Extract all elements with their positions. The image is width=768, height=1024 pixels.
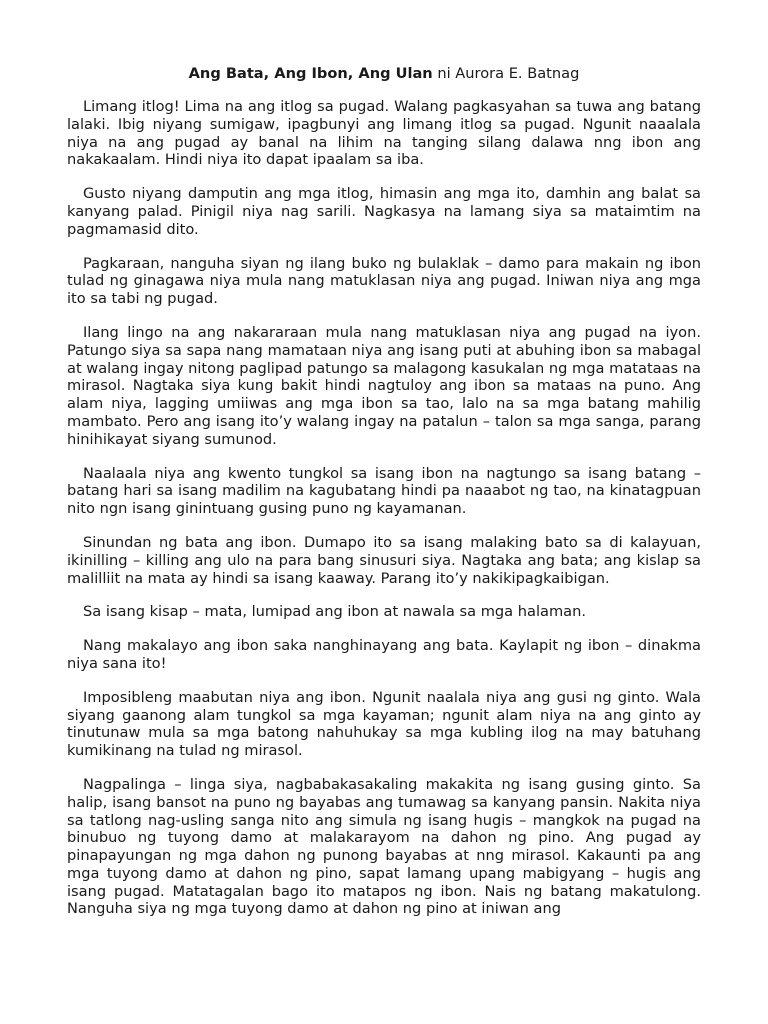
paragraph-3: Pagkaraan, nanguha siyan ng ilang buko ng bulaklak – damo para makain ng ibon tulad ng ginagawa niya mula nang matuklasan niya ang pugad. Iniwan niya ang mga ito sa tabi ng pugad. bbox=[67, 254, 701, 308]
paragraph-6: Sinundan ng bata ang ibon. Dumapo ito sa isang malaking bato sa di kalayuan, ikinilling – killing ang ulo na para bang sinusuri siya. Nagtaka ang bata; ang kislap sa malilliit na mata ay hindi sa isang kaaway. Parang ito’y nakikipagkaibigan. bbox=[67, 533, 701, 587]
title-line bbox=[67, 64, 701, 84]
author-byline: ni Aurora E. Batnag bbox=[437, 65, 580, 82]
paragraph-5: Naalaala niya ang kwento tungkol sa isang ibon na nagtungo sa isang batang – batang hari sa isang madilim na kagubatang hindi pa naaabot ng tao, na kinatagpuan nito ngn isang ginintuang gusing puno ng kayamanan. bbox=[67, 464, 701, 518]
story-title: Ang Bata, Ang Ibon, Ang Ulan bbox=[188, 65, 433, 82]
paragraph-2: Gusto niyang damputin ang mga itlog, himasin ang mga ito, damhin ang balat sa kanyang palad. Pinigil niya nag sarili. Nagkasya na lamang siya sa mataimtim na pagmamasid dito. bbox=[67, 185, 701, 238]
paragraph-8: Nang makalayo ang ibon saka nanghinayang ang bata. Kaylapit ng ibon – dinakma niya sana ito! bbox=[67, 637, 701, 672]
paragraph-1: Limang itlog! Lima na ang itlog sa pugad. Walang pagkasyahan sa tuwa ang batang lalaki. Ibig niyang sumigaw, ipagbunyi ang limang itlog sa pugad. Ngunit naaalala niya na ang pugad ay banal na lihim na tanging silang dalawa nng ibon ang nakakaalam. Hindi niya ito dapat ipaalam sa iba. bbox=[67, 98, 701, 169]
document-page bbox=[67, 64, 701, 934]
paragraph-4: Ilang lingo na ang nakararaan mula nang matuklasan niya ang pugad na iyon. Patungo siya sa sapa nang mamataan niya ang isang puti at abuhing ibon sa mabagal at walang ingay nitong paglipad patungo sa malagong kasukalan ng mga matataas na mirasol. Nagtaka siya kung bakit hindi nagtuloy ang ibon sa mataas na puno. Ang alam niya, lagging umiiwas ang mga ibon sa tao, lalo na sa mga batang mahilig mambato. Pero ang isang ito’y walang ingay na patalun – talon sa mga sanga, parang hinihikayat siyang sumunod. bbox=[67, 323, 701, 448]
paragraph-9: Imposibleng maabutan niya ang ibon. Ngunit naalala niya ang gusi ng ginto. Wala siyang gaanong alam tungkol sa mga kayaman; ngunit alam niya na ang ginto ay tinutunaw mula sa mga batong nahuhukay sa mga kubling ilog na may batuhang kumikinang na tulad ng mirasol. bbox=[67, 688, 701, 760]
paragraph-7: Sa isang kisap – mata, lumipad ang ibon at nawala sa mga halaman. bbox=[83, 603, 586, 621]
paragraph-10: Nagpalinga – linga siya, nagbabakasakaling makakita ng isang gusing ginto. Sa halip, isang bansot na puno ng bayabas ang tumawag sa kanyang pansin. Nakita niya sa tatlong nag-usling sanga nito ang simula ng isang hugis – mangkok na pugad na binubuo ng tuyong damo at malakarayom na dahon ng pino. Ang pugad ay pinapayungan ng mga dahon ng punong bayabas at nng mirasol. Kakaunti pa ang mga tuyong damo at dahon ng pino, sapat lamang upang mabigyang – hugis ang isang pugad. Matatagalan bago ito matapos ng ibon. Nais ng batang makatulong. Nanguha siya ng mga tuyong damo at dahon ng pino at iniwan ang bbox=[67, 775, 701, 918]
